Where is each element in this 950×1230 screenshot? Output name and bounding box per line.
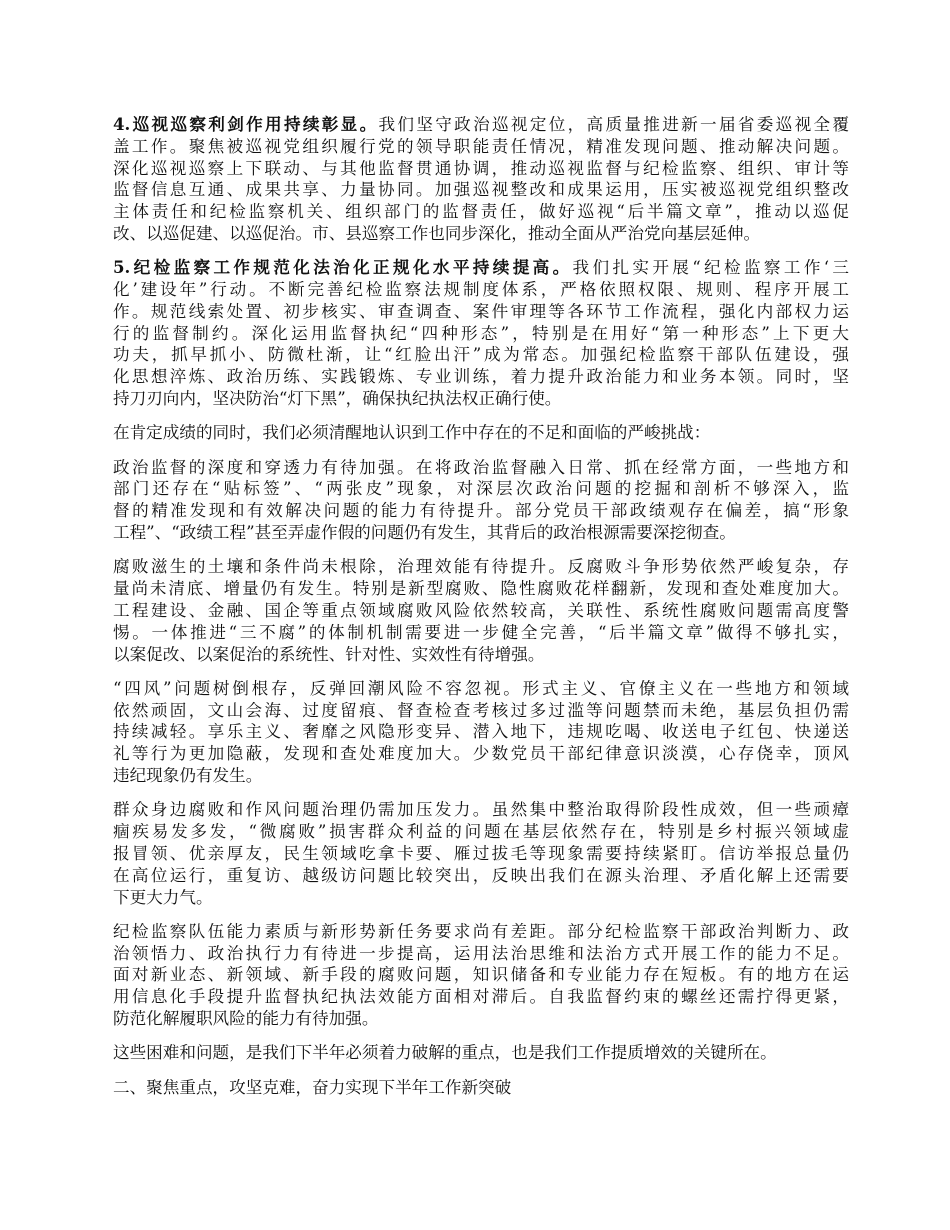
text-line [113,986,849,1008]
document-body [113,114,849,1111]
line-text: 部门还存在“贴标签”、“两张皮”现象，对深层次政治问题的挖掘和剖析不够深入，监 [113,479,849,499]
line-text: 群众身边腐败和作风问题治理仍需加压发力。虽然集中整治取得阶段性成效，但一些顽瘴 [113,800,849,820]
line-text: 下更大力气。 [113,887,213,907]
section-heading [113,1077,849,1099]
text-line [113,887,849,909]
text-line [113,622,849,644]
line-text: 痼疾易发多发，“微腐败”损害群众利益的问题在基层依然存在，特别是乡村振兴领域虚 [113,822,849,842]
text-line [113,921,849,943]
line-text: 我们扎实开展“纪检监察工作‘三 [572,258,849,278]
line-text: 持刀刃向内，坚决防治“灯下黑”，确保执纪执法权正确行使。 [113,389,562,409]
text-line [113,1042,849,1064]
line-text: 化’建设年”行动。不断完善纪检监察法规制度体系，严格依照权限、规则、程序开展工 [113,280,849,300]
line-text: 行的监督制约。深化运用监督执纪“四种形态”，特别是在用好“第一种形态”上下更大 [113,323,849,343]
line-text: 在肯定成绩的同时，我们必须清醒地认识到工作中存在的不足和面临的严峻挑战： [113,423,711,443]
paragraph-lead: 5.纪检监察工作规范化法治化正规化水平持续提高。 [113,257,573,278]
paragraph [113,799,849,908]
line-text: 违纪现象仍有发生。 [113,766,263,786]
line-text: 二、聚焦重点，攻坚克难，奋力实现下半年工作新突破 [113,1077,512,1097]
text-line [113,678,849,700]
text-line [113,422,849,444]
text-line [113,279,849,301]
text-line [113,136,849,158]
text-line [113,821,849,843]
line-text: 作。规范线索处置、初步核实、审查调查、案件审理等各环节工作流程，强化内部权力运 [113,301,849,321]
line-text: 量尚未清底、增量仍有发生。特别是新型腐败、隐性腐败花样翻新，发现和查处难度加大。 [113,579,849,599]
text-line [113,865,849,887]
line-text: 盖工作。聚焦被巡视党组织履行党的领导职能责任情况，精准发现问题、推动解决问题。 [113,136,849,156]
text-line [113,223,849,245]
text-line [113,1008,849,1030]
line-text: 防范化解履职风险的能力有待加强。 [113,1008,379,1028]
paragraph [113,556,849,665]
line-text: 工程”、“政绩工程”甚至弄虚作假的问题仍有发生，其背后的政治根源需要深挖彻查。 [113,523,736,543]
text-line [113,201,849,223]
text-line [113,500,849,522]
line-text: 面对新业态、新领域、新手段的腐败问题，知识储备和专业能力存在短板。有的地方在运 [113,965,849,985]
paragraph [113,257,849,410]
paragraph [113,921,849,1030]
line-text: 政治监督的深度和穿透力有待加强。在将政治监督融入日常、抓在经常方面，一些地方和 [113,457,849,477]
text-line [113,366,849,388]
paragraph [113,422,849,444]
text-line [113,457,849,479]
text-line [113,158,849,180]
text-line [113,600,849,622]
text-line [113,344,849,366]
line-text: 主体责任和纪检监察机关、组织部门的监督责任，做好巡视“后半篇文章”，推动以巡促 [113,202,849,222]
line-text: 深化巡视巡察上下联动、与其他监督贯通协调，推动巡视监督与纪检监察、组织、审计等 [113,158,849,178]
line-text: 纪检监察队伍能力素质与新形势新任务要求尚有差距。部分纪检监察干部政治判断力、政 [113,921,849,941]
text-line [113,765,849,787]
line-text: 以案促改、以案促治的系统性、针对性、实效性有待增强。 [113,644,545,664]
text-line [113,700,849,722]
paragraph [113,114,849,245]
paragraph [113,1042,849,1064]
text-line [113,323,849,345]
text-line [113,799,849,821]
text-line [113,556,849,578]
text-line [113,114,849,136]
text-line [113,578,849,600]
text-line [113,478,849,500]
line-text: 依然顽固，文山会海、过度留痕、督查检查考核过多过滥等问题禁而未绝，基层负担仍需 [113,700,849,720]
line-text: 改、以巡促建、以巡促治。市、县巡察工作也同步深化，推动全面从严治党向基层延伸。 [113,223,761,243]
text-line [113,301,849,323]
text-line [113,522,849,544]
line-text: 化思想淬炼、政治历练、实践锻炼、专业训练，着力提升政治能力和业务本领。同时，坚 [113,367,849,387]
line-text: 我们坚守政治巡视定位，高质量推进新一届省委巡视全覆 [378,115,849,134]
text-line [113,388,849,410]
line-text: 礼等行为更加隐蔽，发现和查处难度加大。少数党员干部纪律意识淡漠，心存侥幸，顶风 [113,744,849,764]
line-text: 监督信息互通、成果共享、力量协同。加强巡视整改和成果运用，压实被巡视党组织整改 [113,180,849,200]
text-line [113,257,849,279]
line-text: 报冒领、优亲厚友，民生领域吃拿卡要、雁过拔毛等现象需要持续紧盯。信访举报总量仍 [113,843,849,863]
text-line [113,943,849,965]
text-line [113,964,849,986]
paragraph [113,457,849,544]
text-line [113,1077,849,1099]
line-text: 腐败滋生的土壤和条件尚未根除，治理效能有待提升。反腐败斗争形势依然严峻复杂，存 [113,557,849,577]
text-line [113,743,849,765]
line-text: 在高位运行，重复访、越级访问题比较突出，反映出我们在源头治理、矛盾化解上还需要 [113,865,849,885]
line-text: “四风”问题树倒根存，反弹回潮风险不容忽视。形式主义、官僚主义在一些地方和领域 [113,678,849,698]
line-text: 治领悟力、政治执行力有待进一步提高，运用法治思维和法治方式开展工作的能力不足。 [113,943,849,963]
text-line [113,721,849,743]
line-text: 工程建设、金融、国企等重点领域腐败风险依然较高，关联性、系统性腐败问题需高度警 [113,600,849,620]
text-line [113,843,849,865]
paragraph-lead: 4.巡视巡察利剑作用持续彰显。 [113,114,379,134]
text-line [113,179,849,201]
line-text: 这些困难和问题，是我们下半年必须着力破解的重点，也是我们工作提质增效的关键所在。 [113,1043,777,1063]
line-text: 督的精准发现和有效解决问题的能力有待提升。部分党员干部政绩观存在偏差，搞“形象 [113,501,849,521]
line-text: 惕。一体推进“三不腐”的体制机制需要进一步健全完善，“后半篇文章”做得不够扎实， [113,622,849,642]
paragraph [113,678,849,787]
line-text: 功夫，抓早抓小、防微杜渐，让“红脸出汗”成为常态。加强纪检监察干部队伍建设，强 [113,345,849,365]
line-text: 持续减轻。享乐主义、奢靡之风隐形变异、潜入地下，违规吃喝、收送电子红包、快递送 [113,722,849,742]
line-text: 用信息化手段提升监督执纪执法效能方面相对滞后。自我监督约束的螺丝还需拧得更紧， [113,987,849,1007]
text-line [113,644,849,666]
